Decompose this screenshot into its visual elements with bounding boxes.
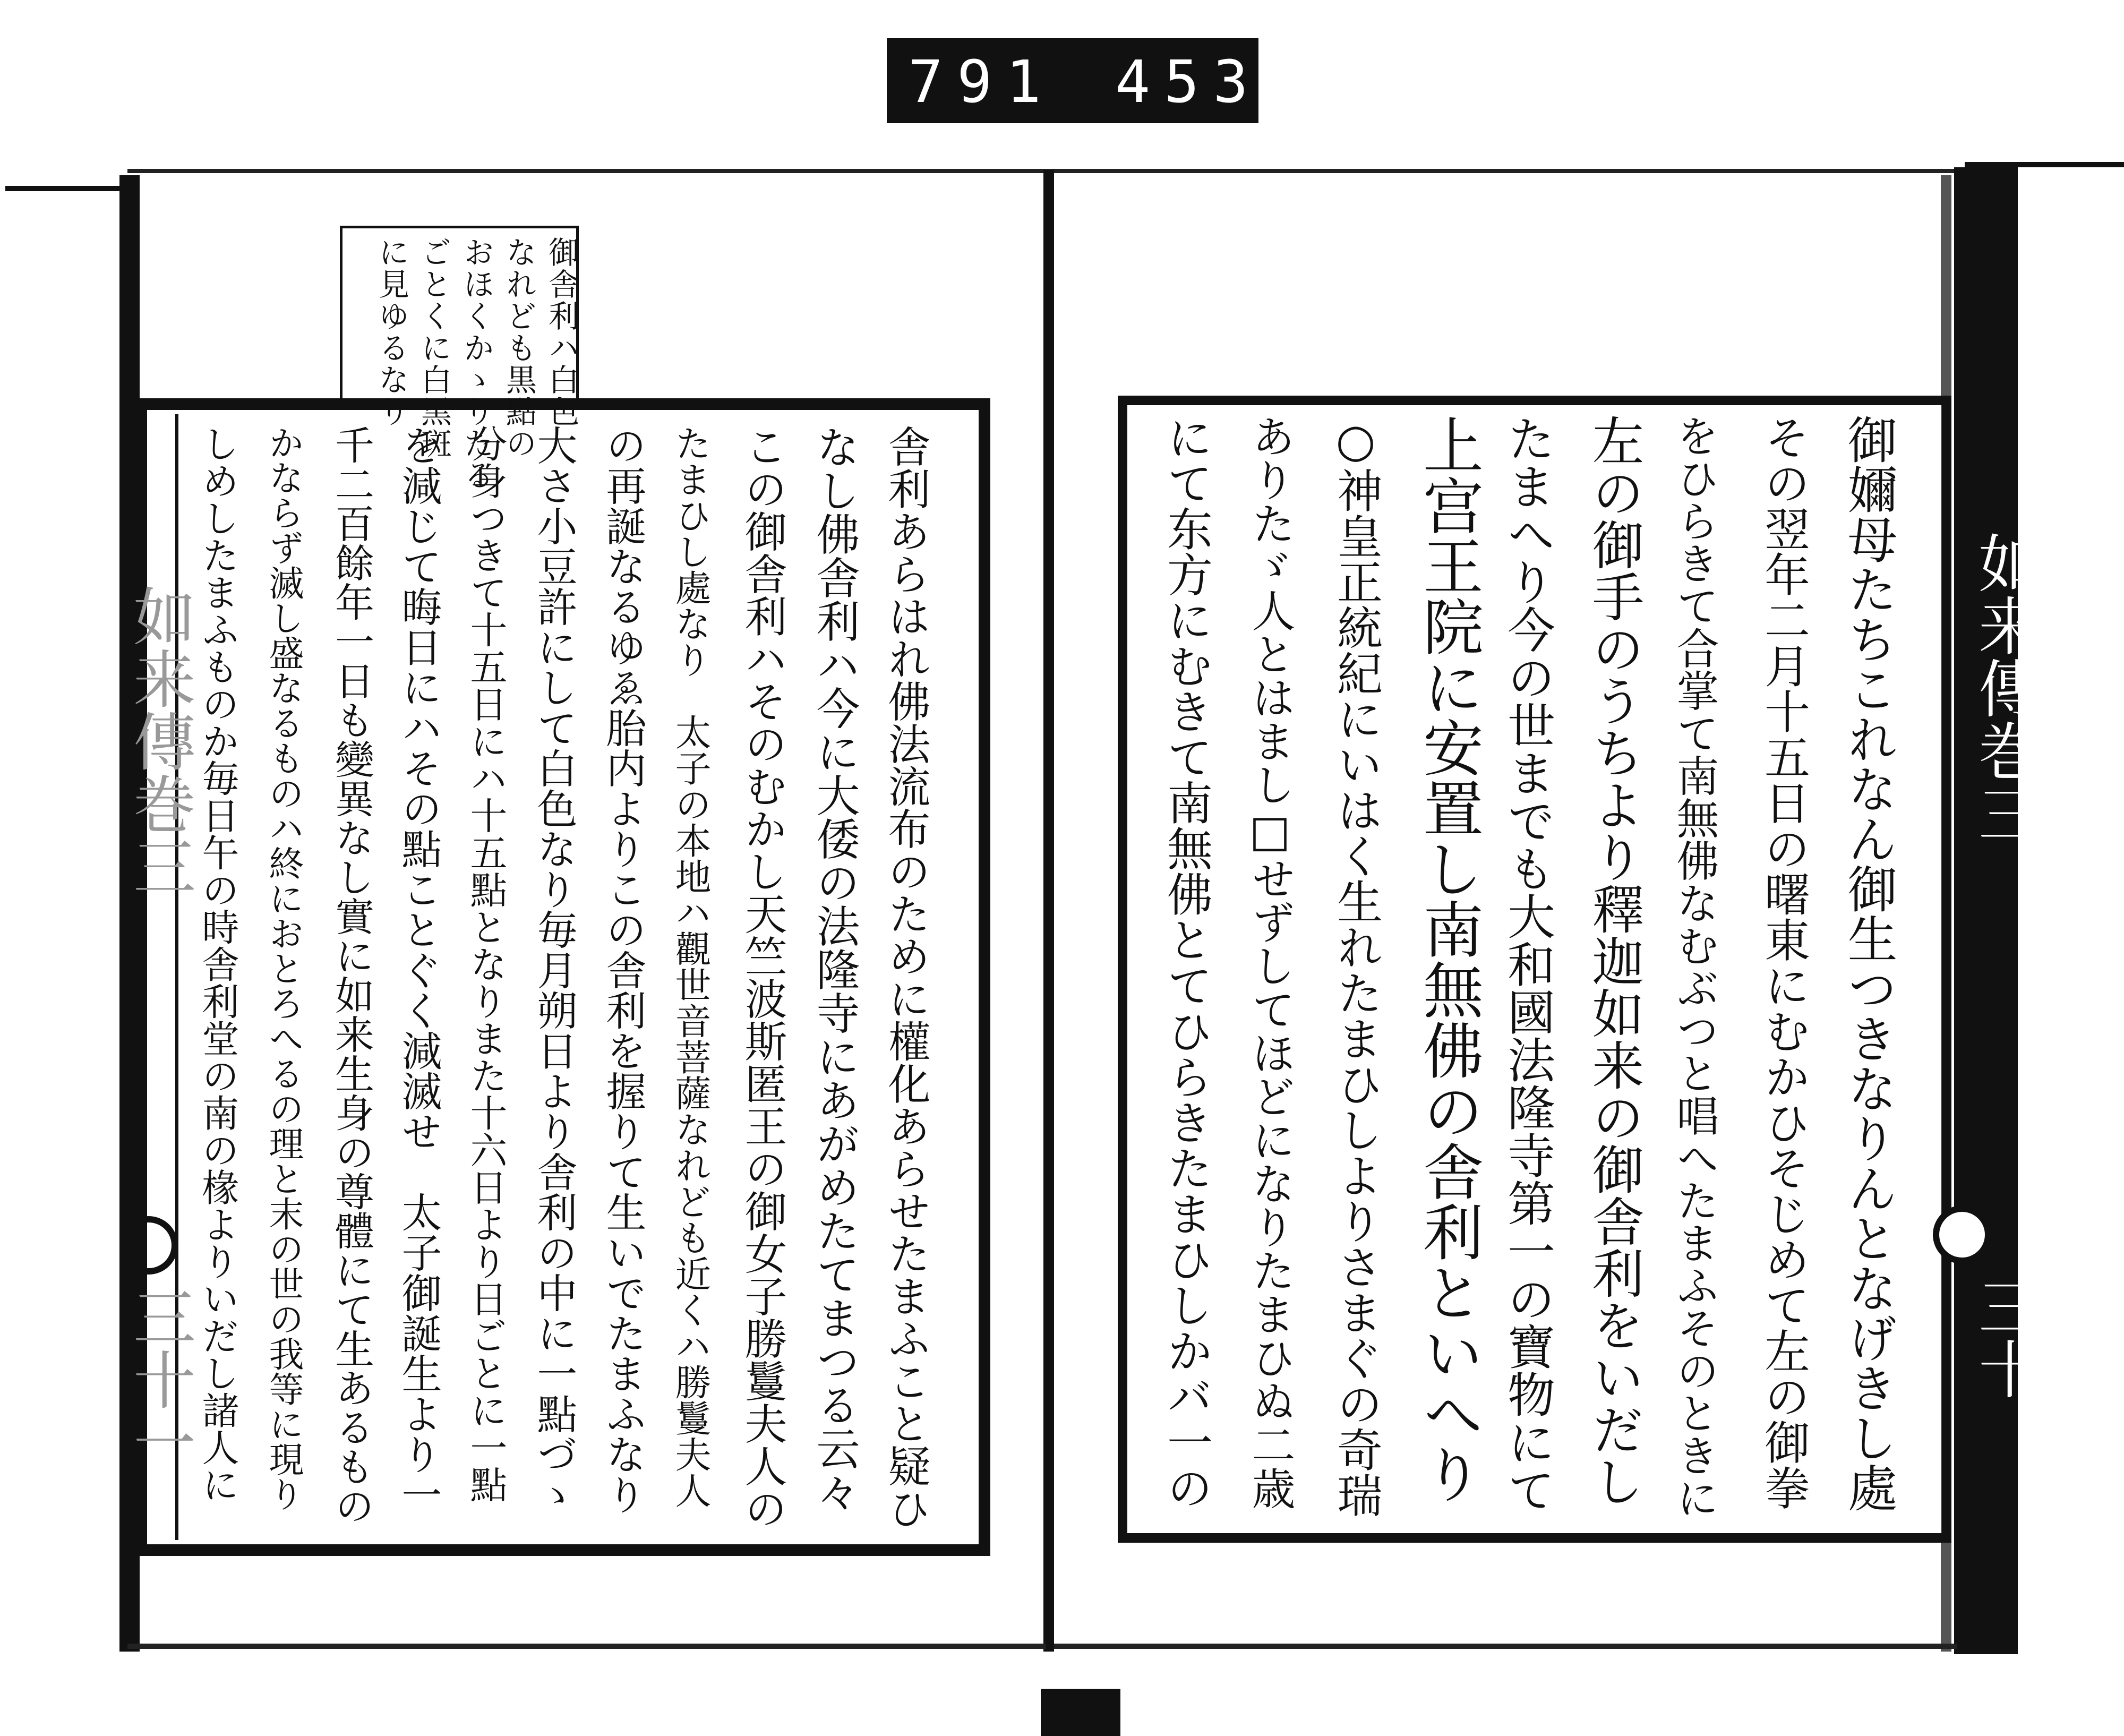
text-column: 千二百餘年一日も變異なし實に如来生身の尊體にて生あるもの [329, 425, 374, 1525]
book-top-edge [127, 169, 2007, 173]
scan-rule-right [1965, 162, 2124, 167]
text-column: にて东方にむきて南無佛とてひらきたまひしかバ一の [1159, 414, 1212, 1510]
call-number-left: 791 [908, 48, 1055, 116]
left-page-bottom-edge [127, 1644, 1046, 1649]
text-column: 分身つきて十五日にハ十五點となりまた十六日より日ごとに一點 [464, 425, 508, 1503]
text-column: を減じて晦日にハその點ことぐく減滅せ 太子御誕生より一 [395, 425, 442, 1515]
text-column: たまへり今の世までも大和國法隆寺第一の寶物にて [1499, 414, 1555, 1513]
right-leaf-marker [1933, 1205, 1991, 1264]
text-column: ありたゞ人とはまし□せずしてほどになりたまひぬ二歳 [1245, 414, 1295, 1510]
right-running-title: 如来傳巻三 [1968, 531, 2041, 844]
text-column: なし佛舎利ハ今に大倭の法隆寺にあがめたてまつる云々 [809, 425, 860, 1513]
text-column: ○神皇正統紀にいはく生れたまひしよりさまぐの奇瑞 [1329, 414, 1382, 1518]
note-line: おほくかゝりたる [458, 236, 494, 491]
spine-foot [1041, 1689, 1120, 1736]
text-column: 左の御手のうちより釋迦如来の御舎利をいだし [1583, 414, 1644, 1507]
note-line: ごとくに白黒斑 [416, 236, 452, 459]
left-running-title: 如来傳巻三 [123, 584, 196, 897]
text-column: の再誕なるゆゑ胎内よりこの舎利を握りて生いでたまふなり [599, 425, 647, 1515]
text-column: 舎利あらはれ佛法流布のために權化あらせたまふこと疑ひ [881, 425, 930, 1529]
right-page-edge [1954, 167, 2018, 1654]
right-leaf-number: 三十 [1968, 1275, 2041, 1400]
left-leaf-marker [119, 1216, 178, 1275]
scan-rule-left [5, 186, 127, 191]
text-column: をひらきて合掌て南無佛なむぶつと唱へたまふそのときに [1669, 414, 1719, 1519]
text-column: 大さ小豆許にして白色なり毎月朔日より舎利の中に一點づゝ [530, 425, 578, 1515]
text-column: 上宫王院に安置し南無佛の舎利といへり [1413, 414, 1484, 1504]
note-line: に見ゆるなり [373, 236, 409, 427]
text-column: 御嬭母たちこれなん御生つきなりんとなげきし處 [1839, 414, 1897, 1512]
note-line: 御舎利ハ白色 [543, 236, 579, 427]
text-column: たまひし處なり 太子の本地ハ觀世音菩薩なれども近くハ勝鬘夫人 [669, 425, 711, 1508]
text-column: その翌年二月十五日の曙東にむかひそじめて左の御拳 [1757, 414, 1810, 1510]
text-column: かならず滅し盛なるものハ終におとろへるの理と末の世の我等に現り [263, 425, 304, 1511]
left-leaf-number: 三十一 [123, 1285, 196, 1473]
call-number-right: 453 [1115, 48, 1262, 116]
right-page-bottom-edge [1054, 1644, 1957, 1649]
note-line: なれども黒點の [501, 236, 537, 459]
book-spine [1043, 170, 1054, 1652]
call-number-label [887, 38, 1262, 123]
text-column: この御舎利ハそのむかし天竺波斯匿王の御女子勝鬘夫人の [738, 425, 787, 1529]
text-column: しめしたまふものか毎日午の時舎利堂の南の椽よりいだし諸人に [196, 425, 239, 1503]
